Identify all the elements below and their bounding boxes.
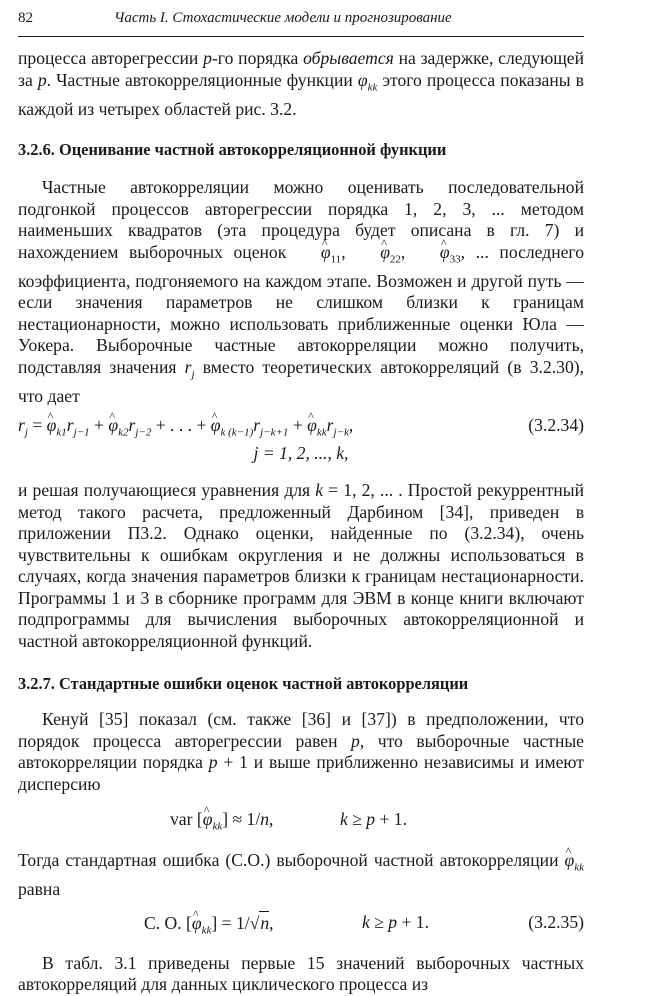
section-2-paragraph-3: В табл. 3.1 приведены первые 15 значений выборочных частных автокорреляций для данных циклического процесса из <box>18 952 584 995</box>
running-title: Часть I. Стохастические модели и прогнозирование <box>114 10 452 26</box>
section-2-paragraph-1: Кенуй [35] показал (см. также [36] и [37]) в предположении, что порядок процесса авторегрессии равен p, что выборочные частные автокорреляции порядка p + 1 и выше приближенно независимы и имеют дисперсию <box>18 709 584 794</box>
intro-paragraph: процесса авторегрессии p-го порядка обрывается на задержке, следующей за p. Частные автокорреляционные функции $\varphi_{kk}$ этого процесса показаны в каждой из четырех областей рис. 3.2. <box>18 48 585 119</box>
page-number: 82 <box>18 10 33 26</box>
section-heading-3-2-6: 3.2.6. Оценивание частной автокорреляционной функции <box>18 140 447 160</box>
equation-3-2-35: С. О. [^ $\varphi_{kk}] = 1/√n$, k ≥ p + 1. (3.2.35) <box>18 911 584 939</box>
equation-3-2-34: $r_j$ = ^ $\varphi_{k1}r_{j-1}$ + ^ $\varphi_{k2}r_{j-2}$ + . . . + ^ $\varphi_{k (k-1)}r_{j-k+1}$ + ^ $\varphi_{kk}r_{j-k}$, (3.2.34) <box>18 414 584 442</box>
page-header <box>18 8 584 30</box>
equation-number-3-2-34: (3.2.34) <box>528 415 584 436</box>
section-1-paragraph-1: Частные автокорреляции можно оценивать последовательной подгонкой процессов авторегрессии порядка 1, 2, 3, ... методом наименьших квадратов (эта процедура будет описана в гл. 7) и нахождением выборочных оценок ^ $\varphi_{11}$, ^ $\varphi_{22}$, ^ $\varphi_{33}$, ... последнего коэффициента, подгоняемого на каждом этапе. Возможен и другой путь — если значения параметров не слишком близки к границам нестационарности, можно использовать приближенные оценки Юла — Уокера. Выборочные частные автокорреляции можно получить, подставляя значения $r_j$ вместо теоретических автокорреляций (в 3.2.30), что дает <box>18 177 584 407</box>
section-2-paragraph-2: Тогда стандартная ошибка (С.О.) выборочной частной автокорреляции ^ $\varphi_{kk}$ равна <box>18 850 584 901</box>
equation-number-3-2-35: (3.2.35) <box>528 911 584 932</box>
section-heading-3-2-7: 3.2.7. Стандартные ошибки оценок частной автокорреляции <box>18 674 469 694</box>
section-1-paragraph-2: и решая получающиеся уравнения для k = 1, 2, ... . Простой рекуррентный метод такого расчета, предложенный Дарбином [34], приведен в приложении П3.2. Однако оценки, найденные по (3.2.34), очень чувствительны к ошибкам округления и не должны использоваться в случаях, когда значения параметров близки к границам нестационарности. Программы 1 и 3 в сборнике программ для ЭВМ в конце книги включают подпрограммы для вычисления выборочных автокорреляционной и частной автокорреляционной функций. <box>18 480 584 651</box>
header-rule <box>18 36 584 37</box>
variance-equation: var [^ $\varphi_{kk}] \approx 1/n$, k ≥ p + 1. <box>18 808 584 836</box>
page <box>18 8 584 996</box>
equation-3-2-34-range: j = 1, 2, ..., k, <box>253 443 349 464</box>
